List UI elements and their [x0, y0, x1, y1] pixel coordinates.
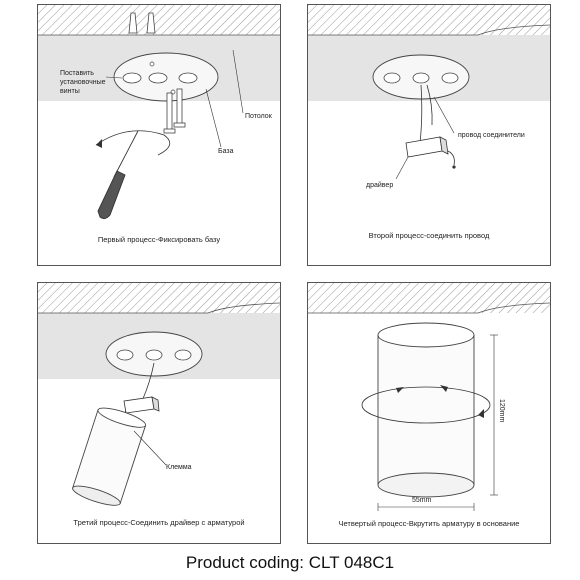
step-3-illustration [38, 283, 280, 543]
base-plate-icon [373, 55, 469, 99]
caption-step-3: Третий процесс-Соединить драйвер с арматурой [73, 518, 245, 527]
label-mounting-screws: Поставить установочные винты [60, 70, 106, 95]
ceiling-hatch [38, 283, 280, 313]
base-plate-icon [114, 53, 218, 101]
panel-screw-fixture [307, 282, 551, 544]
rotation-arrow-icon [96, 131, 170, 155]
fixture-cylinder-icon [71, 404, 148, 509]
caption-step-4: Четвертый процесс-Вкрутить арматуру в основание [338, 519, 520, 528]
ceiling-hatch [308, 5, 550, 35]
label-height: 120mm [498, 399, 505, 423]
panel-connect-driver [37, 282, 281, 544]
label-driver: драйвер [366, 182, 394, 189]
caption-step-1: Первый процесс-Фиксировать базу [97, 235, 221, 244]
label-width: 55mm [412, 497, 432, 504]
label-terminal: Клемма [166, 464, 192, 471]
screwdriver-icon [98, 131, 138, 219]
step-1-illustration [38, 5, 280, 265]
driver-icon [124, 397, 159, 413]
label-ceiling: Потолок [245, 113, 272, 120]
panel-connect-wire [307, 4, 551, 266]
panel-fix-base [37, 4, 281, 266]
ceiling-hatch [38, 5, 280, 35]
label-base: База [218, 148, 234, 155]
label-connector-wire: провод соединители [458, 132, 525, 139]
ceiling-hatch [308, 283, 550, 313]
product-coding: Product coding: CLT 048C1 [185, 553, 395, 572]
caption-step-2: Второй процесс-соединить провод [368, 231, 490, 240]
driver-icon [406, 137, 448, 157]
base-plate-icon [106, 332, 202, 376]
fixture-cylinder-icon [378, 323, 474, 497]
